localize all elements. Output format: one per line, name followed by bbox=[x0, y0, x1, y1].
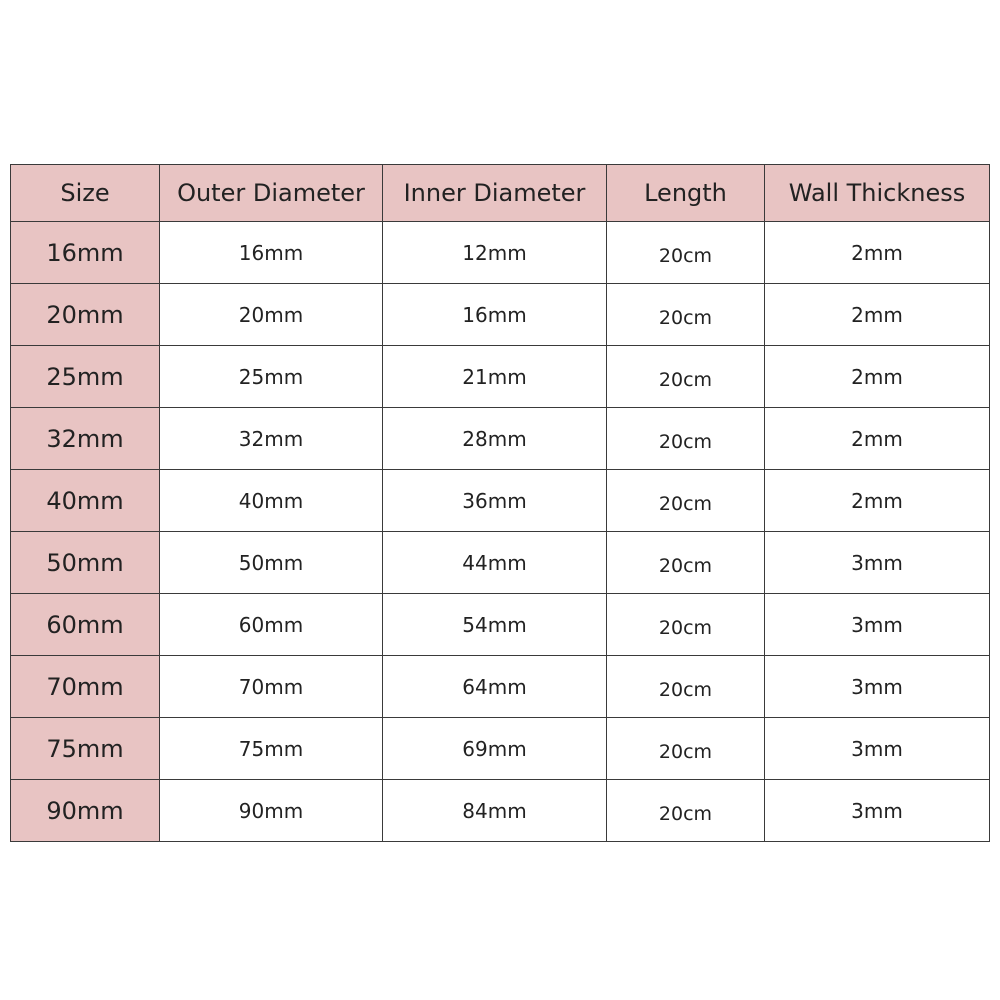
inner-diameter-cell: 16mm bbox=[383, 284, 607, 346]
header-wall-thickness: Wall Thickness bbox=[765, 165, 990, 222]
outer-diameter-cell: 50mm bbox=[160, 532, 383, 594]
table-row bbox=[11, 222, 990, 284]
table-row bbox=[11, 656, 990, 718]
wall-thickness-cell: 3mm bbox=[765, 718, 990, 780]
outer-diameter-cell: 75mm bbox=[160, 718, 383, 780]
size-cell: 16mm bbox=[11, 222, 160, 284]
outer-diameter-cell: 25mm bbox=[160, 346, 383, 408]
size-cell: 32mm bbox=[11, 408, 160, 470]
table-row bbox=[11, 780, 990, 842]
outer-diameter-cell: 90mm bbox=[160, 780, 383, 842]
table-row bbox=[11, 346, 990, 408]
inner-diameter-cell: 28mm bbox=[383, 408, 607, 470]
length-cell: 20cm bbox=[607, 346, 765, 408]
size-table bbox=[10, 164, 990, 842]
outer-diameter-cell: 70mm bbox=[160, 656, 383, 718]
length-cell: 20cm bbox=[607, 780, 765, 842]
size-cell: 75mm bbox=[11, 718, 160, 780]
inner-diameter-cell: 12mm bbox=[383, 222, 607, 284]
length-cell: 20cm bbox=[607, 718, 765, 780]
size-cell: 50mm bbox=[11, 532, 160, 594]
wall-thickness-cell: 3mm bbox=[765, 532, 990, 594]
header-row bbox=[11, 165, 990, 222]
wall-thickness-cell: 2mm bbox=[765, 284, 990, 346]
outer-diameter-cell: 20mm bbox=[160, 284, 383, 346]
table-row bbox=[11, 532, 990, 594]
table-row bbox=[11, 408, 990, 470]
header-size: Size bbox=[11, 165, 160, 222]
wall-thickness-cell: 3mm bbox=[765, 780, 990, 842]
wall-thickness-cell: 2mm bbox=[765, 470, 990, 532]
header-length: Length bbox=[607, 165, 765, 222]
inner-diameter-cell: 84mm bbox=[383, 780, 607, 842]
inner-diameter-cell: 64mm bbox=[383, 656, 607, 718]
wall-thickness-cell: 3mm bbox=[765, 656, 990, 718]
header-inner-diameter: Inner Diameter bbox=[383, 165, 607, 222]
table-row bbox=[11, 718, 990, 780]
wall-thickness-cell: 2mm bbox=[765, 222, 990, 284]
length-cell: 20cm bbox=[607, 594, 765, 656]
size-cell: 60mm bbox=[11, 594, 160, 656]
table-row bbox=[11, 594, 990, 656]
wall-thickness-cell: 2mm bbox=[765, 346, 990, 408]
header-outer-diameter: Outer Diameter bbox=[160, 165, 383, 222]
inner-diameter-cell: 21mm bbox=[383, 346, 607, 408]
outer-diameter-cell: 60mm bbox=[160, 594, 383, 656]
length-cell: 20cm bbox=[607, 656, 765, 718]
inner-diameter-cell: 44mm bbox=[383, 532, 607, 594]
wall-thickness-cell: 3mm bbox=[765, 594, 990, 656]
length-cell: 20cm bbox=[607, 408, 765, 470]
length-cell: 20cm bbox=[607, 532, 765, 594]
size-cell: 90mm bbox=[11, 780, 160, 842]
size-cell: 25mm bbox=[11, 346, 160, 408]
table-row bbox=[11, 470, 990, 532]
inner-diameter-cell: 36mm bbox=[383, 470, 607, 532]
length-cell: 20cm bbox=[607, 470, 765, 532]
inner-diameter-cell: 69mm bbox=[383, 718, 607, 780]
size-cell: 20mm bbox=[11, 284, 160, 346]
size-cell: 70mm bbox=[11, 656, 160, 718]
table-row bbox=[11, 284, 990, 346]
size-cell: 40mm bbox=[11, 470, 160, 532]
wall-thickness-cell: 2mm bbox=[765, 408, 990, 470]
length-cell: 20cm bbox=[607, 284, 765, 346]
outer-diameter-cell: 32mm bbox=[160, 408, 383, 470]
outer-diameter-cell: 16mm bbox=[160, 222, 383, 284]
inner-diameter-cell: 54mm bbox=[383, 594, 607, 656]
length-cell: 20cm bbox=[607, 222, 765, 284]
outer-diameter-cell: 40mm bbox=[160, 470, 383, 532]
